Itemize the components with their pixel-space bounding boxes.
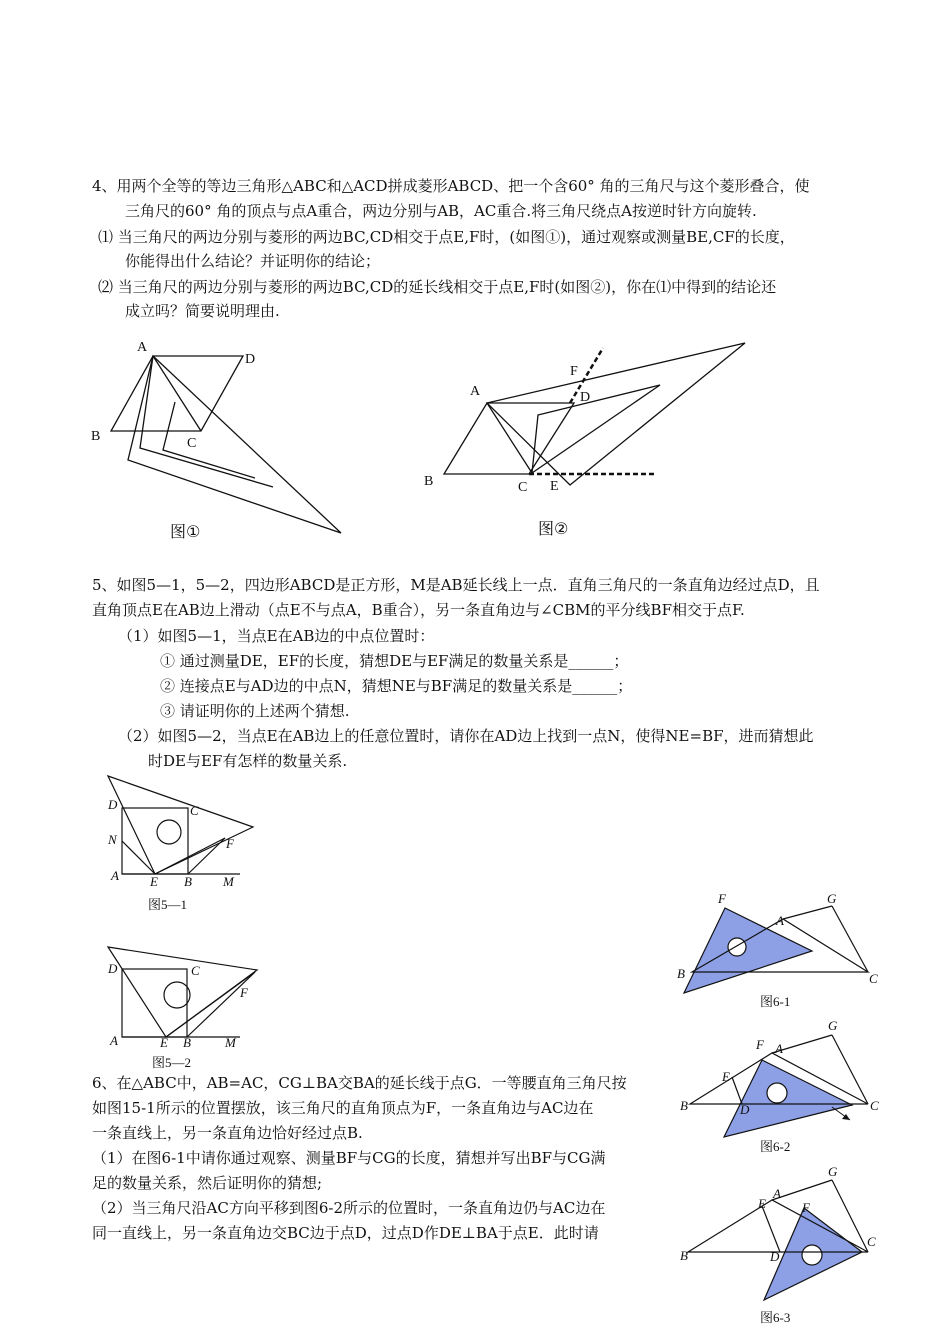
fig62-label-e: E xyxy=(722,1069,730,1084)
fig51-caption: 图5—1 xyxy=(148,897,188,912)
fig51-label-f: F xyxy=(226,836,234,851)
q4-line-6: 成立吗？简要说明理由. xyxy=(125,302,280,320)
fig51-label-c: C xyxy=(190,803,199,818)
figure-6-2 xyxy=(672,1015,892,1160)
fig1-label-b: B xyxy=(91,429,101,444)
fig63-caption: 图6-3 xyxy=(760,1310,791,1325)
fig2-label-d: D xyxy=(580,390,591,405)
set-square xyxy=(684,908,812,993)
q5-line-4: ① 通过测量DE，EF的长度，猜想DE与EF满足的数量关系是______； xyxy=(160,652,629,670)
fig2-label-c: C xyxy=(518,480,528,495)
fig63-label-b: B xyxy=(680,1248,688,1263)
q6-line-4: （1）在图6-1中请你通过观察、测量BF与CG的长度，猜想并写出BF与CG满 xyxy=(92,1149,606,1167)
q4-line-1: 4、用两个全等的等边三角形△ABC和△ACD拼成菱形ABCD、把一个含60° 角的三角尺与这个菱形叠合，使 xyxy=(92,177,810,195)
fig61-label-g: G xyxy=(827,891,837,906)
q5-line-2: 直角顶点E在AB边上滑动（点E不与点A，B重合），另一条直角边与∠CBM的平分线BF相交于点F. xyxy=(92,601,745,619)
fig2-label-a: A xyxy=(470,384,481,399)
fig51-label-b: B xyxy=(184,874,192,889)
figure-1 xyxy=(85,330,355,545)
fig2-label-b: B xyxy=(424,474,434,489)
q6-line-6: （2）当三角尺沿AC方向平移到图6-2所示的位置时，一条直角边仍与AC边在 xyxy=(92,1199,606,1217)
q6-line-7: 同一直线上，另一条直角边交BC边于点D，过点D作DE⊥BA于点E．此时请 xyxy=(92,1224,599,1242)
figure-5-1 xyxy=(100,770,270,915)
fig1-label-a: A xyxy=(137,340,148,355)
q5-line-8: 时DE与EF有怎样的数量关系. xyxy=(148,752,348,770)
q4-line-4: 你能得出什么结论？并证明你的结论； xyxy=(125,252,381,270)
fig51-label-d: D xyxy=(108,797,118,812)
q4-line-3: ⑴ 当三角尺的两边分别与菱形的两边BC,CD相交于点E,F时，(如图①)，通过观察或测量BE,CF的长度， xyxy=(98,228,795,246)
fig62-label-f: F xyxy=(756,1037,764,1052)
fig2-label-f: F xyxy=(570,364,578,379)
rhombus-abcd xyxy=(444,403,574,474)
fig1-label-c: C xyxy=(187,436,197,451)
q6-line-3: 一条直线上，另一条直角边恰好经过点B. xyxy=(92,1124,363,1142)
fig63-label-g: G xyxy=(828,1164,838,1179)
fig52-label-m: M xyxy=(225,1035,236,1050)
fig52-label-a: A xyxy=(110,1033,118,1048)
fig1-caption: 图① xyxy=(170,522,201,541)
fig61-label-b: B xyxy=(677,966,685,981)
fig52-label-f: F xyxy=(240,985,248,1000)
fig52-caption: 图5—2 xyxy=(152,1055,192,1070)
fig63-label-e: E xyxy=(758,1196,766,1211)
figure-6-3 xyxy=(672,1160,892,1330)
fig52-label-b: B xyxy=(183,1035,191,1050)
figure-6-1 xyxy=(672,888,892,1013)
fig61-caption: 图6-1 xyxy=(760,994,791,1009)
q4-line-2: 三角尺的60° 角的顶点与点A重合，两边分别与AB，AC重合.将三角尺绕点A按逆时针方向旋转. xyxy=(125,202,757,220)
fig63-label-c: C xyxy=(867,1234,876,1249)
q5-line-5: ② 连接点E与AD边的中点N，猜想NE与BF满足的数量关系是______； xyxy=(160,677,633,695)
fig62-label-d: D xyxy=(740,1102,750,1117)
q5-line-7: （2）如图5—2，当点E在AB边上的任意位置时，请你在AD边上找到一点N，使得NE=BF，进而猜想此 xyxy=(118,727,814,745)
q6-line-5: 足的数量关系，然后证明你的猜想; xyxy=(92,1174,323,1192)
fig63-label-a: A xyxy=(773,1186,781,1201)
fig61-label-f: F xyxy=(718,891,726,906)
fig51-label-m: M xyxy=(223,874,234,889)
q6-line-2: 如图15-1所示的位置摆放，该三角尺的直角顶点为F，一条直角边与AC边在 xyxy=(92,1099,594,1117)
fig2-label-e: E xyxy=(550,479,559,494)
fig62-label-a: A xyxy=(775,1041,783,1056)
fig51-label-n: N xyxy=(108,832,117,847)
q6-line-1: 6、在△ABC中，AB=AC，CG⊥BA交BA的延长线于点G．一等腰直角三角尺按 xyxy=(92,1074,627,1092)
q5-line-6: ③ 请证明你的上述两个猜想. xyxy=(160,702,350,720)
fig63-label-d: D xyxy=(770,1249,780,1264)
q4-line-5: ⑵ 当三角尺的两边分别与菱形的两边BC,CD的延长线相交于点E,F时(如图②)，你在⑴中得到的结论还 xyxy=(98,278,777,296)
figure-2 xyxy=(420,335,760,545)
set-square xyxy=(128,356,341,533)
fig51-label-a: A xyxy=(111,868,119,883)
figure-5-2 xyxy=(100,942,270,1072)
fig63-label-f: F xyxy=(802,1200,810,1215)
fig52-label-c: C xyxy=(191,963,200,978)
fig61-label-a: A xyxy=(776,913,784,928)
square-abcd xyxy=(122,808,188,874)
fig62-caption: 图6-2 xyxy=(760,1139,791,1154)
fig62-label-c: C xyxy=(870,1098,879,1113)
fig62-label-b: B xyxy=(680,1098,688,1113)
q5-line-3: （1）如图5—1，当点E在AB边的中点位置时： xyxy=(118,627,435,645)
set-square xyxy=(108,776,253,874)
fig52-label-e: E xyxy=(160,1035,168,1050)
fig52-label-d: D xyxy=(108,961,118,976)
q5-line-1: 5、如图5—1，5—2，四边形ABCD是正方形，M是AB延长线上一点．直角三角尺的一条直角边经过点D，且 xyxy=(92,576,820,594)
fig51-label-e: E xyxy=(150,874,158,889)
fig2-caption: 图② xyxy=(538,519,569,538)
fig61-label-c: C xyxy=(869,971,878,986)
fig62-label-g: G xyxy=(828,1018,838,1033)
fig1-label-d: D xyxy=(245,352,256,367)
square-abcd xyxy=(122,969,187,1037)
